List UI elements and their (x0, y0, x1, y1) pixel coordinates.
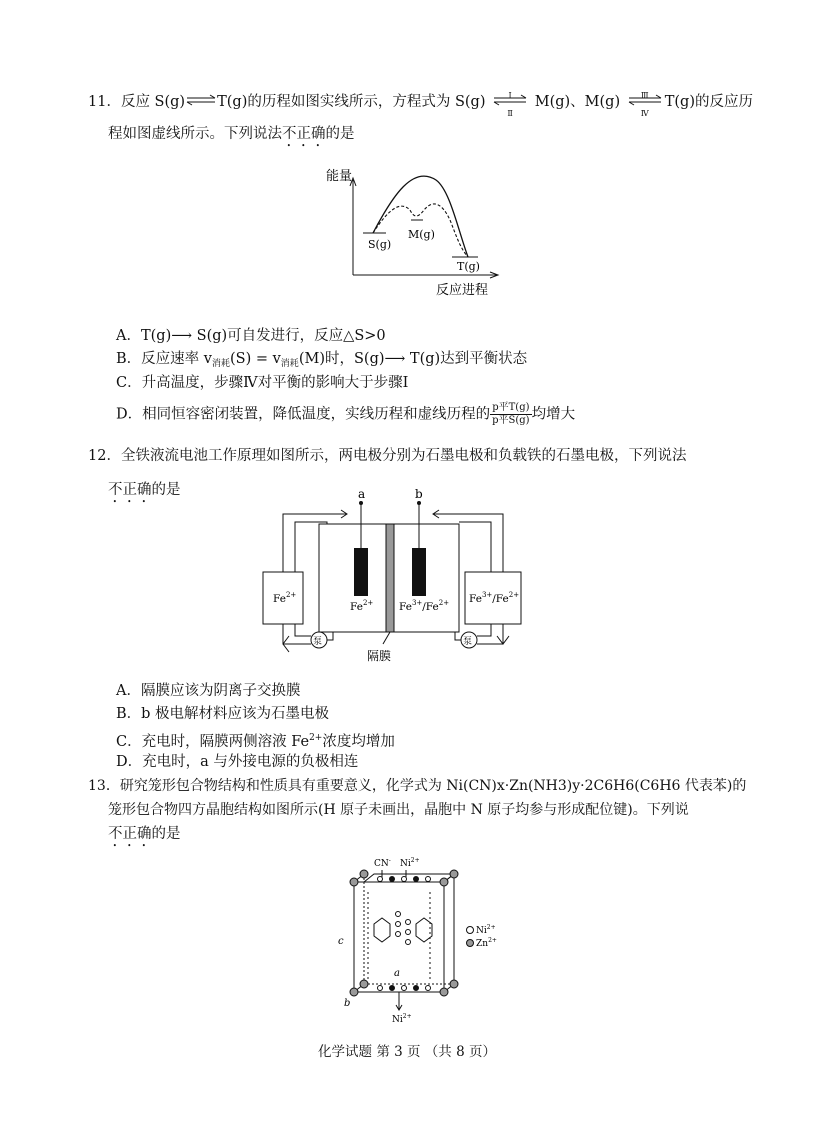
legend-zn-label: $Zn^{2+}$ (476, 937, 497, 949)
membrane (386, 524, 394, 632)
q11-stem-line2: 程如图虚线所示。下列说法不正确的是 (108, 126, 355, 142)
page-footer: 化学试题 第 3 页 （共 8 页） (318, 1044, 496, 1060)
axis-a-label: a (394, 968, 400, 979)
electrode-b (412, 548, 426, 596)
equilibrium-arrow-icon: Ⅰ Ⅱ (490, 92, 530, 108)
q11-stem-line1 (88, 91, 753, 118)
emphasis-text: 不正确 (108, 482, 152, 498)
ni-top-label: $Ni^{2+}$ (400, 857, 420, 869)
q12-option-d: D．充电时，a 与外接电源的负极相连 (116, 754, 359, 770)
left-cell-label: $Fe^{2+}$ (350, 599, 374, 613)
svg-text:泵: 泵 (313, 637, 323, 647)
membrane-label: 隔膜 (367, 649, 392, 663)
ni-bottom-label: $Ni^{2+}$ (392, 1013, 412, 1025)
equilibrium-arrow-icon (185, 92, 217, 108)
benzene-ring-icon (416, 918, 432, 942)
label-m: M(g) (408, 228, 435, 241)
electrode-a (354, 548, 368, 596)
electrode-b-label: b (415, 487, 423, 501)
q11-option-c: C．升高温度，步骤Ⅳ对平衡的影响大于步骤Ⅰ (116, 375, 409, 391)
chart-xlabel: 反应进程 (436, 283, 489, 298)
legend-ni-label: $Ni^{2+}$ (476, 924, 496, 936)
q12-stem-line1: 12．全铁液流电池工作原理如图所示，两电极分别为石墨电极和负载铁的石墨电极，下列说法 (88, 448, 687, 464)
left-tank-label: $Fe^{2+}$ (273, 591, 297, 605)
emphasis-text: 不正确 (108, 826, 152, 842)
legend-zn-icon (467, 940, 474, 947)
benzene-ring-icon (374, 918, 390, 942)
emphasis-text: 不正确 (282, 126, 326, 142)
axis-b-label: b (344, 998, 351, 1009)
q11-text-3: M(g)、M(g) (534, 94, 621, 110)
label-t: T(g) (457, 260, 480, 273)
flow-battery-diagram (255, 486, 545, 666)
q11-option-d: D．相同恒容密闭装置，降低温度，实线历程和虚线历程的 $\frac{\text{p平T(g)}}{\text{p平S(g)}}$ 均增大 (116, 402, 576, 426)
q12-option-c: C．充电时，隔膜两侧溶液 $Fe^{2+}$浓度均增加 (116, 733, 395, 750)
unit-cell-diagram (330, 852, 530, 1032)
q11-text-1: 11．反应 S(g) (88, 94, 186, 110)
axis-c-label: c (338, 936, 344, 947)
q13-stem-line3: 不正确的是 (108, 826, 181, 842)
q12-option-a: A．隔膜应该为阴离子交换膜 (116, 683, 301, 699)
q13-stem-line2: 笼形包合物四方晶胞结构如图所示(H 原子未画出，晶胞中 N 原子均参与形成配位键)。下列说 (108, 802, 689, 818)
legend-ni-icon (467, 927, 474, 934)
label-s: S(g) (368, 238, 392, 251)
right-cell-label: $Fe^{3+}/Fe^{2+}$ (399, 599, 450, 613)
energy-profile-chart (318, 160, 518, 300)
cn-label: CN- (374, 857, 391, 869)
q11-text-4: T(g)的反应历 (664, 94, 753, 110)
q11-option-a: A．T(g)⟶ S(g)可自发进行，反应△S>0 (116, 328, 386, 344)
q12-option-b: B．b 极电解材料应该为石墨电极 (116, 706, 330, 722)
q11-option-b: B．反应速率 $v_{消耗}(S) = v_{消耗}(M)$时，S(g)⟶ T(g)达到平衡状态 (116, 351, 528, 369)
equilibrium-arrow-icon: Ⅲ Ⅳ (625, 92, 665, 108)
right-tank-label: $Fe^{3+}/Fe^{2+}$ (469, 591, 520, 605)
electrode-a-label: a (358, 487, 366, 501)
pressure-ratio: $\frac{\text{p平T(g)}}{\text{p平S(g)}}$ (492, 402, 530, 426)
chart-ylabel: 能量 (326, 169, 353, 184)
q11-text-2: T(g)的历程如图实线所示，方程式为 S(g) (217, 94, 486, 110)
svg-text:泵: 泵 (463, 637, 473, 647)
q12-stem-line2: 不正确的是 (108, 482, 181, 498)
q13-stem-line1: 13．研究笼形包合物结构和性质具有重要意义，化学式为 Ni(CN)x·Zn(NH3)y·2C6H6(C6H6 代表苯)的 (88, 778, 747, 794)
